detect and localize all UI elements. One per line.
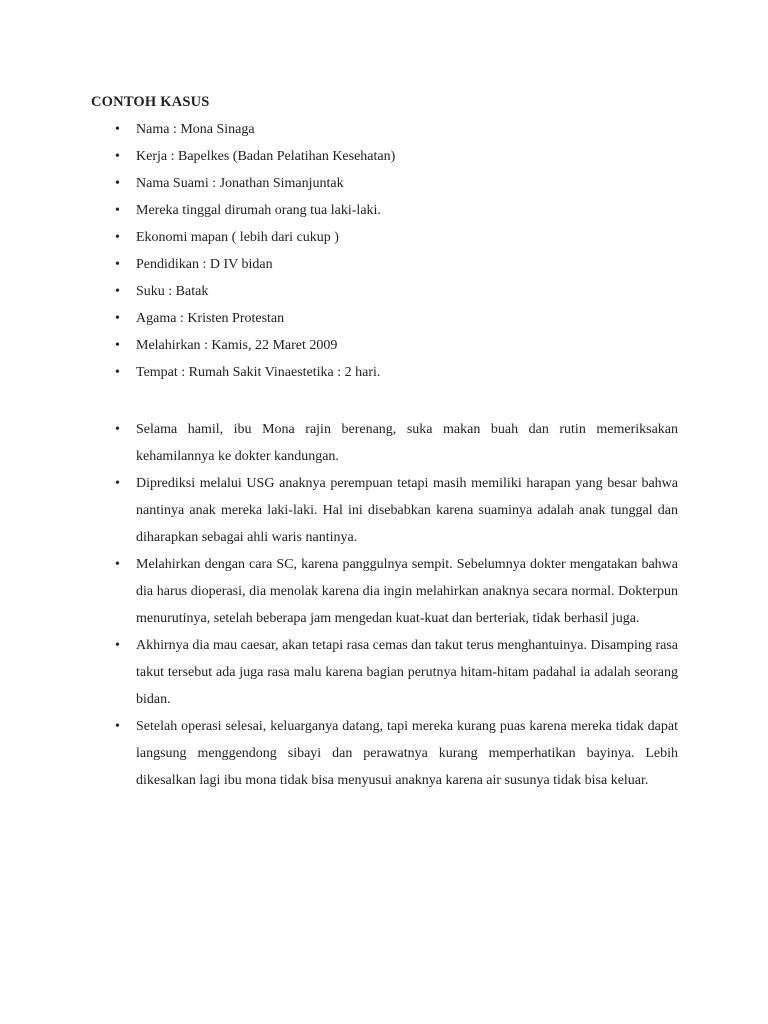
bullet-icon: • <box>115 422 120 437</box>
narrative-after-surgery: Setelah operasi selesai, keluarganya datang, tapi mereka kurang puas karena mereka tidak dapat langsung menggendong sibayi dan perawatnya kurang memperhatikan bayinya. Lebih dikesalkan lagi ibu mona tidak bisa menyusui anaknya karena air susunya tidak bisa keluar. <box>136 719 678 788</box>
bullet-icon: • <box>115 149 120 164</box>
bullet-icon: • <box>115 176 120 191</box>
profile-delivery-date: Melahirkan : Kamis, 22 Maret 2009 <box>136 338 338 353</box>
list-item <box>91 551 678 632</box>
document-title: CONTOH KASUS <box>91 94 210 110</box>
list-item <box>91 197 678 224</box>
bullet-icon: • <box>115 311 120 326</box>
list-item <box>91 416 678 470</box>
list-item <box>91 116 678 143</box>
profile-name: Nama : Mona Sinaga <box>136 122 255 137</box>
bullet-icon: • <box>115 122 120 137</box>
profile-ethnicity: Suku : Batak <box>136 284 209 299</box>
bullet-icon: • <box>115 284 120 299</box>
profile-list <box>91 116 678 386</box>
bullet-icon: • <box>115 257 120 272</box>
profile-religion: Agama : Kristen Protestan <box>136 311 285 326</box>
profile-education: Pendidikan : D IV bidan <box>136 257 273 272</box>
profile-place: Tempat : Rumah Sakit Vinaestetika : 2 hari. <box>136 365 381 380</box>
profile-residence: Mereka tinggal dirumah orang tua laki-laki. <box>136 203 381 218</box>
list-item <box>91 332 678 359</box>
list-item <box>91 251 678 278</box>
profile-husband: Nama Suami : Jonathan Simanjuntak <box>136 176 344 191</box>
bullet-icon: • <box>115 476 120 491</box>
narrative-delivery: Melahirkan dengan cara SC, karena panggulnya sempit. Sebelumnya dokter mengatakan bahwa dia harus dioperasi, dia menolak karena dia ingin melahirkan anaknya secara normal. Dokterpun menurutinya, setelah beberapa jam mengedan kuat-kuat dan berteriak, tidak berhasil juga. <box>136 557 678 626</box>
bullet-icon: • <box>115 338 120 353</box>
list-item <box>91 305 678 332</box>
narrative-caesar: Akhirnya dia mau caesar, akan tetapi rasa cemas dan takut terus menghantuinya. Disamping rasa takut tersebut ada juga rasa malu karena bagian perutnya hitam-hitam padahal ia adalah seorang bidan. <box>136 638 678 707</box>
bullet-icon: • <box>115 719 120 734</box>
list-item <box>91 143 678 170</box>
bullet-icon: • <box>115 365 120 380</box>
narrative-usg: Diprediksi melalui USG anaknya perempuan tetapi masih memiliki harapan yang besar bahwa nantinya anak mereka laki-laki. Hal ini disebabkan karena suaminya adalah anak tunggal dan diharapkan sebagai ahli waris nantinya. <box>136 476 678 545</box>
list-item <box>91 359 678 386</box>
narrative-list <box>91 416 678 794</box>
bullet-icon: • <box>115 230 120 245</box>
list-item <box>91 278 678 305</box>
list-item <box>91 170 678 197</box>
list-item <box>91 470 678 551</box>
list-item <box>91 713 678 794</box>
list-item <box>91 632 678 713</box>
bullet-icon: • <box>115 638 120 653</box>
bullet-icon: • <box>115 203 120 218</box>
list-item <box>91 224 678 251</box>
narrative-pregnancy: Selama hamil, ibu Mona rajin berenang, suka makan buah dan rutin memeriksakan kehamilannya ke dokter kandungan. <box>136 422 678 464</box>
profile-job: Kerja : Bapelkes (Badan Pelatihan Kesehatan) <box>136 149 396 164</box>
profile-economy: Ekonomi mapan ( lebih dari cukup ) <box>136 230 339 245</box>
bullet-icon: • <box>115 557 120 572</box>
